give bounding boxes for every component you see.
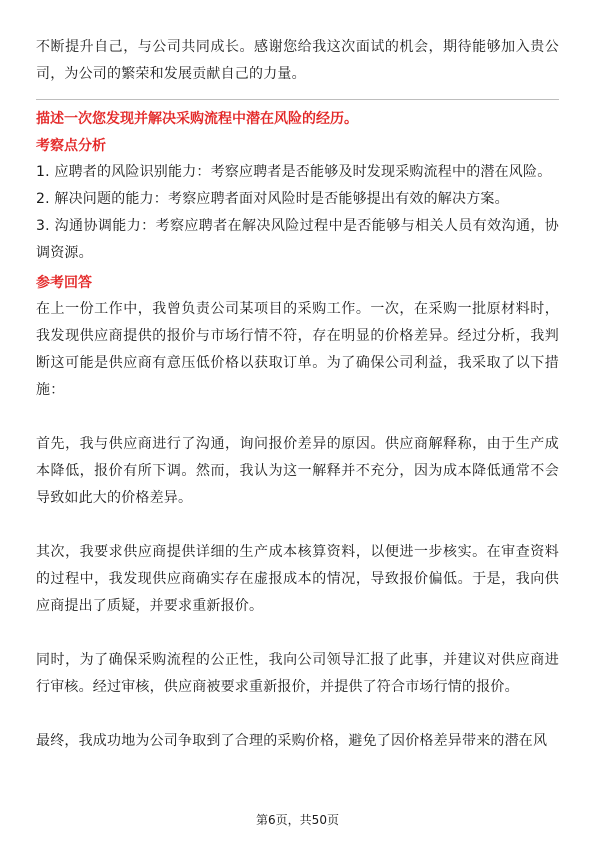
question-heading: 描述一次您发现并解决采购流程中潜在风险的经历。 xyxy=(36,111,358,127)
page-number-footer: 第6页，共50页 xyxy=(256,813,339,827)
paragraph-gap xyxy=(36,620,559,647)
paragraph-gap xyxy=(36,701,559,728)
answer-title: 参考回答 xyxy=(36,275,92,291)
answer-paragraph: 首先，我与供应商进行了沟通，询问报价差异的原因。供应商解释称，由于生产成本降低，报价有所下调。然而，我认为这一解释并不充分，因为成本降低通常不会导致如此大的价格差异。 xyxy=(36,436,559,506)
analysis-item: 1. 应聘者的风险识别能力：考察应聘者是否能够及时发现采购流程中的潜在风险。 xyxy=(36,164,552,180)
analysis-item: 2. 解决问题的能力：考察应聘者面对风险时是否能够提出有效的解决方案。 xyxy=(36,191,509,207)
analysis-item: 3. 沟通协调能力：考察应聘者在解决风险过程中是否能够与相关人员有效沟通，协调资源。 xyxy=(36,218,559,261)
paragraph-gap xyxy=(36,404,559,431)
answer-paragraph: 在上一份工作中，我曾负责公司某项目的采购工作。一次，在采购一批原材料时，我发现供应商提供的报价与市场行情不符，存在明显的价格差异。经过分析，我判断这可能是供应商有意压低价格以获取订单。为了确保公司利益，我采取了以下措施： xyxy=(36,301,559,398)
document-page xyxy=(36,34,559,755)
answer-paragraph: 其次，我要求供应商提供详细的生产成本核算资料，以便进一步核实。在审查资料的过程中，我发现供应商确实存在虚报成本的情况，导致报价偏低。于是，我向供应商提出了质疑，并要求重新报价。 xyxy=(36,544,559,614)
paragraph-gap xyxy=(36,512,559,539)
answer-paragraph: 同时，为了确保采购流程的公正性，我向公司领导汇报了此事，并建议对供应商进行审核。经过审核，供应商被要求重新报价，并提供了符合市场行情的报价。 xyxy=(36,652,559,695)
section-divider xyxy=(36,99,559,100)
answer-paragraph: 最终，我成功地为公司争取到了合理的采购价格，避免了因价格差异带来的潜在风 xyxy=(36,733,548,749)
analysis-list xyxy=(36,159,559,267)
analysis-title: 考察点分析 xyxy=(36,138,106,154)
intro-paragraph: 不断提升自己，与公司共同成长。感谢您给我这次面试的机会，期待能够加入贵公司，为公司的繁荣和发展贡献自己的力量。 xyxy=(36,39,559,82)
